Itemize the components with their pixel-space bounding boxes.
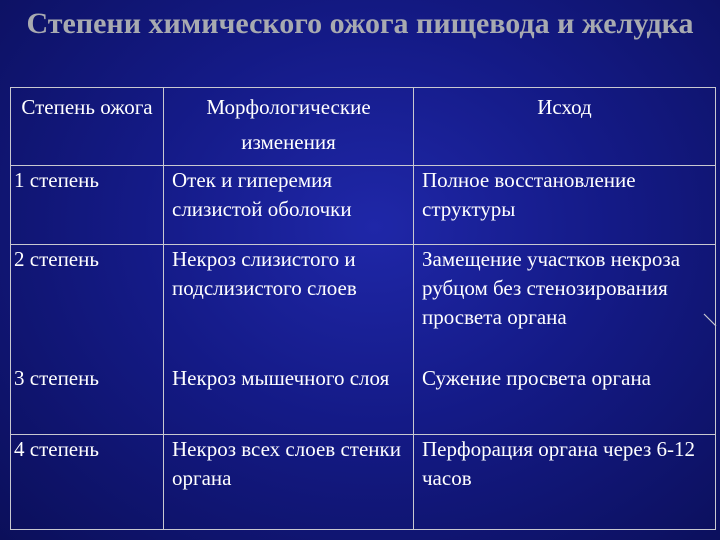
grade-cell: 2 степень — [11, 245, 164, 364]
grade-cell: 4 степень — [11, 434, 164, 529]
outcome-cell: Перфорация органа через 6-12 часов — [414, 434, 716, 529]
changes-cell: Отек и гиперемия слизистой оболочки — [164, 166, 414, 245]
grade-cell: 1 степень — [11, 166, 164, 245]
outcome-cell: Замещение участков некроза рубцом без стенозирования просвета органа — [414, 245, 716, 364]
slide-title: Степени химического ожога пищевода и желудка — [26, 7, 694, 40]
table-row — [11, 245, 716, 364]
table-row — [11, 434, 716, 529]
burn-degrees-table — [10, 87, 716, 530]
outcome-cell: Сужение просвета органа — [414, 364, 716, 434]
grade-cell: 3 степень — [11, 364, 164, 434]
changes-cell: Некроз мышечного слоя — [164, 364, 414, 434]
header-outcome: Исход — [414, 88, 716, 166]
table-header-row — [11, 88, 716, 166]
header-changes: Морфологические изменения — [164, 88, 414, 166]
header-grade: Степень ожога — [11, 88, 164, 166]
changes-cell: Некроз слизистого и подслизистого слоев — [164, 245, 414, 364]
table-row — [11, 166, 716, 245]
changes-cell: Некроз всех слоев стенки органа — [164, 434, 414, 529]
table-row — [11, 364, 716, 434]
slash-mark — [703, 313, 717, 327]
outcome-cell: Полное восстановление структуры — [414, 166, 716, 245]
